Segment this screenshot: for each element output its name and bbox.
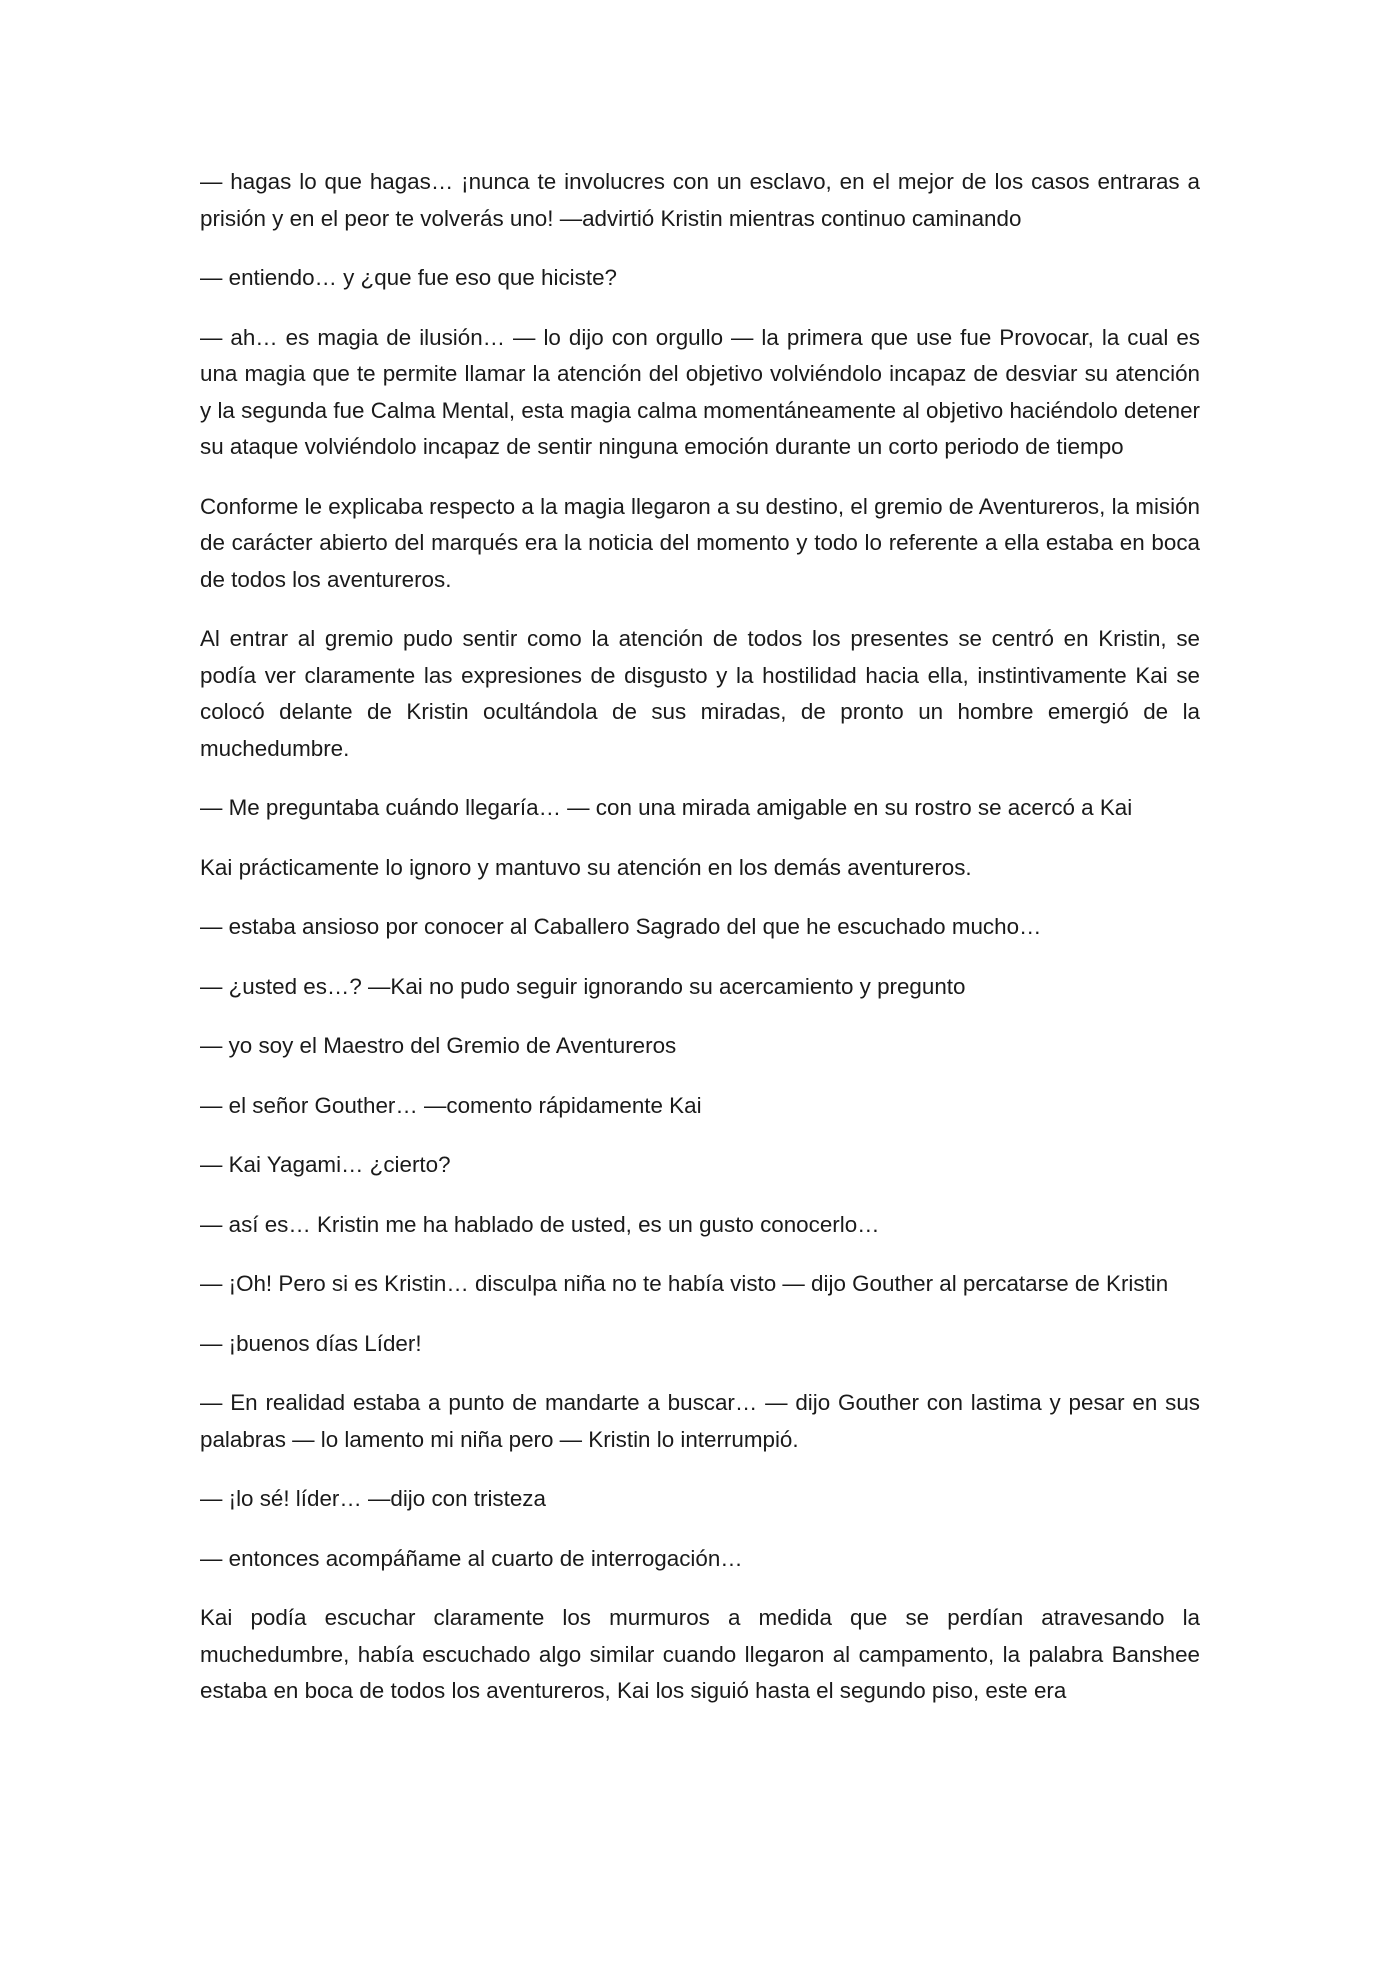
paragraph-19: Kai podía escuchar claramente los murmuros a medida que se perdían atravesando la muchedumbre, había escuchado algo similar cuando llegaron al campamento, la palabra Banshee estaba en boca de todos los aventureros, Kai los siguió hasta el segundo piso, este era <box>200 1605 1200 1703</box>
paragraph-3: — ah… es magia de ilusión… — lo dijo con orgullo — la primera que use fue Provocar, la cual es una magia que te permite llamar la atención del objetivo volviéndolo incapaz de desviar su atención y la segunda fue Calma Mental, esta magia calma momentáneamente al objetivo haciéndolo detener su ataque volviéndolo incapaz de sentir ninguna emoción durante un corto periodo de tiempo <box>200 324 1200 459</box>
paragraph-14: — ¡Oh! Pero si es Kristin… disculpa niña no te había visto — dijo Gouther al percatarse de Kristin <box>200 1271 1169 1296</box>
paragraph-16: — En realidad estaba a punto de mandarte a buscar… — dijo Gouther con lastima y pesar en sus palabras — lo lamento mi niña pero — Kristin lo interrumpió. <box>200 1390 1200 1452</box>
paragraph-8: — estaba ansioso por conocer al Caballero Sagrado del que he escuchado mucho… <box>200 914 1042 939</box>
paragraph-7: Kai prácticamente lo ignoro y mantuvo su atención en los demás aventureros. <box>200 854 972 880</box>
paragraph-18: — entonces acompáñame al cuarto de interrogación… <box>200 1545 743 1571</box>
paragraph-1: — hagas lo que hagas… ¡nunca te involucres con un esclavo, en el mejor de los casos entraras a prisión y en el peor te volverás uno! —advirtió Kristin mientras continuo caminando <box>200 169 1200 231</box>
paragraph-12: — Kai Yagami… ¿cierto? <box>200 1152 451 1177</box>
paragraph-4: Conforme le explicaba respecto a la magia llegaron a su destino, el gremio de Aventureros, la misión de carácter abierto del marqués era la noticia del momento y todo lo referente a ella estaba en boca de todos los aventureros. <box>200 493 1200 592</box>
paragraph-9: — ¿usted es…? —Kai no pudo seguir ignorando su acercamiento y pregunto <box>200 973 966 999</box>
paragraph-17: — ¡lo sé! líder… —dijo con tristeza <box>200 1486 546 1511</box>
paragraph-10: — yo soy el Maestro del Gremio de Aventureros <box>200 1033 677 1058</box>
paragraph-15: — ¡buenos días Líder! <box>200 1330 422 1356</box>
paragraph-5: Al entrar al gremio pudo sentir como la atención de todos los presentes se centró en Kristin, se podía ver claramente las expresiones de disgusto y la hostilidad hacia ella, instintivamente Kai se colocó delante de Kristin ocultándola de sus miradas, de pronto un hombre emergió de la muchedumbre. <box>200 626 1200 761</box>
paragraph-2: — entiendo… y ¿que fue eso que hiciste? <box>200 265 617 290</box>
paragraph-11: — el señor Gouther… —comento rápidamente Kai <box>200 1092 702 1118</box>
paragraph-6: — Me preguntaba cuándo llegaría… — con una mirada amigable en su rostro se acercó a Kai <box>200 795 1133 820</box>
document-page <box>200 164 1200 1733</box>
paragraph-13: — así es… Kristin me ha hablado de usted, es un gusto conocerlo… <box>200 1211 880 1237</box>
